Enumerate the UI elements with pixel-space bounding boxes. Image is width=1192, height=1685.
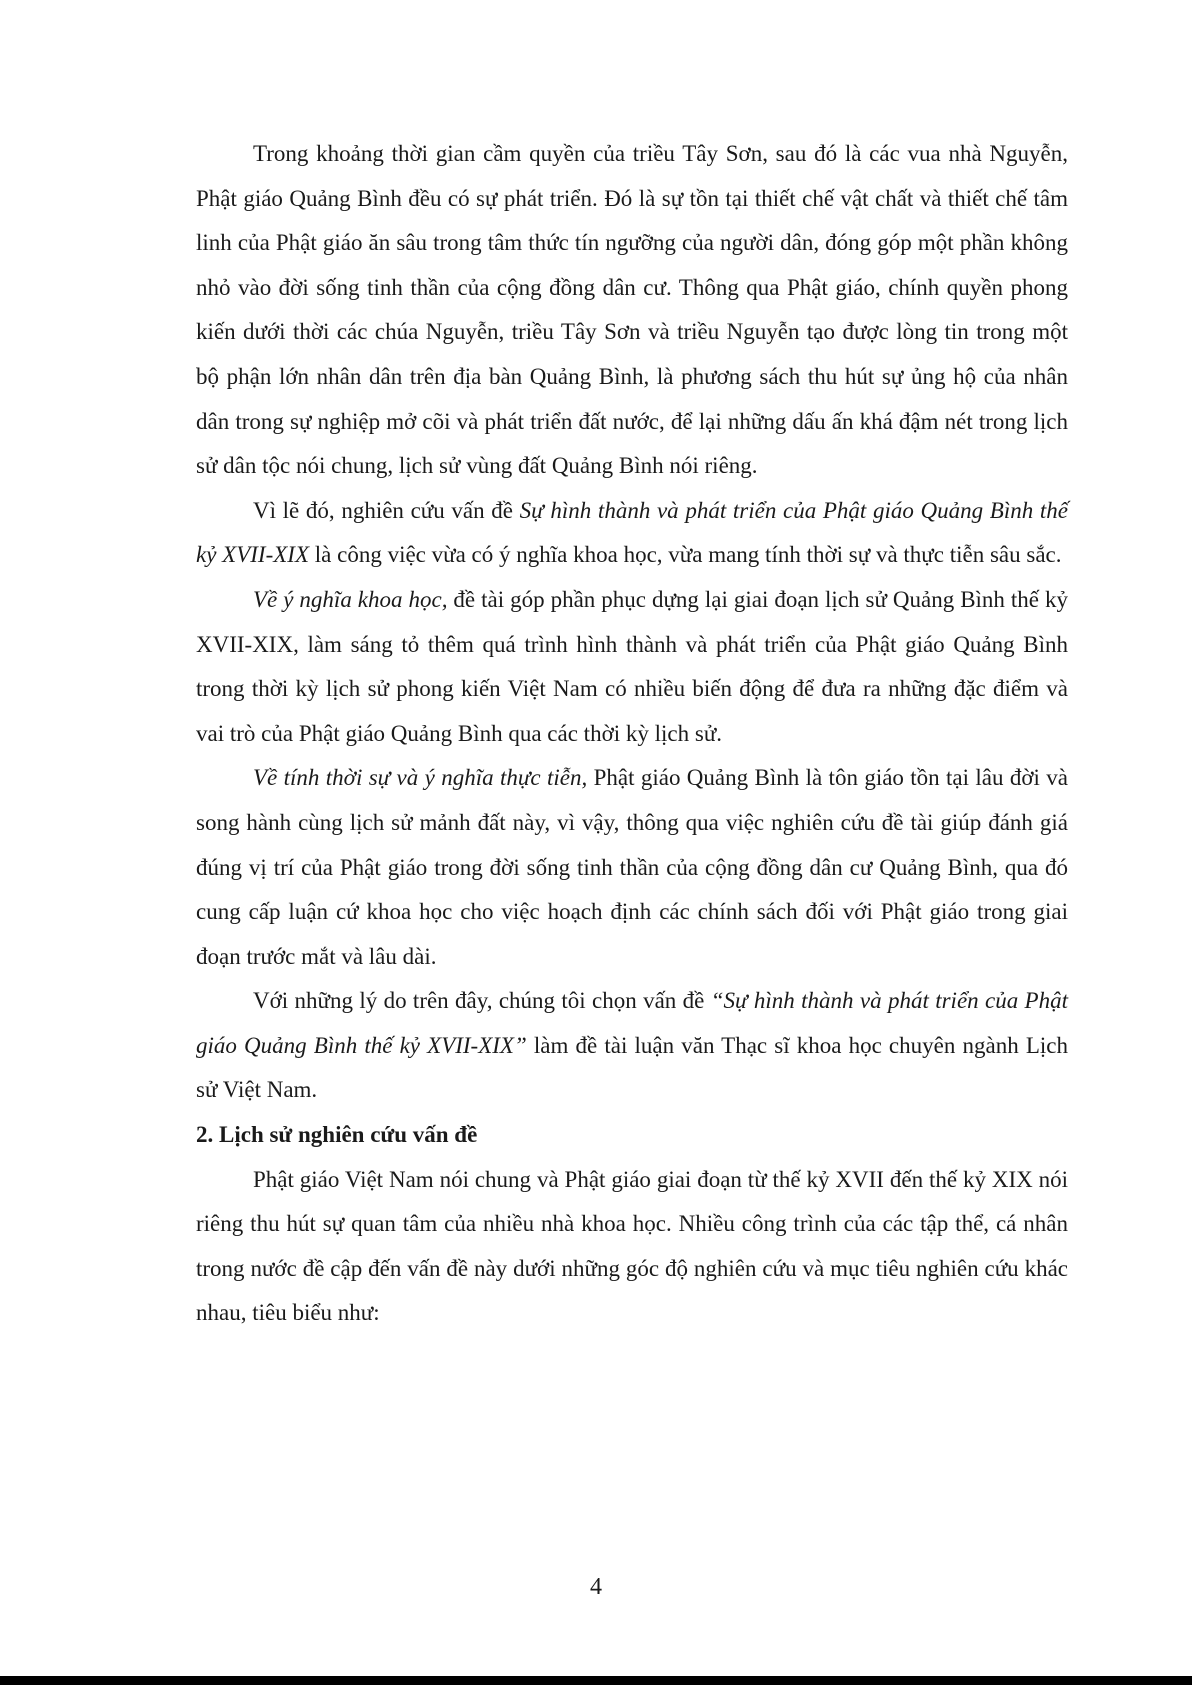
paragraph-text: là công việc vừa có ý nghĩa khoa học, vừa mang tính thời sự và thực tiễn sâu sắc. [309, 542, 1062, 568]
page-number: 4 [590, 1574, 602, 1600]
page-body [196, 132, 1068, 1336]
scan-bottom-border [0, 1676, 1192, 1685]
paragraph-lead: Với những lý do trên đây, chúng tôi chọn vấn đề [253, 988, 711, 1014]
paragraph-text: làm đề tài luận văn Thạc sĩ khoa học chuyên ngành Lịch sử Việt Nam. [196, 1032, 1068, 1103]
paragraph-topic-choice [196, 979, 1068, 1113]
paragraph-emphasis: Về ý nghĩa khoa học, [253, 586, 448, 612]
paragraph-lead: Vì lẽ đó, nghiên cứu vấn đề [253, 497, 520, 523]
paragraph-practical-significance [196, 756, 1068, 979]
paragraph-emphasis: Sự hình thành và phát triển của Phật giáo Quảng Bình thế kỷ XVII-XIX [196, 497, 1068, 568]
section-heading: 2. Lịch sử nghiên cứu vấn đề [196, 1122, 478, 1148]
paragraph-scientific-significance [196, 578, 1068, 756]
paragraph-intro-context [196, 132, 1068, 489]
paragraph-research-history: Phật giáo Việt Nam nói chung và Phật giáo giai đoạn từ thế kỷ XVII đến thế kỷ XIX nói riêng thu hút sự quan tâm của nhiều nhà khoa học. Nhiều công trình của các tập thể, cá nhân trong nước đề cập đến vấn đề này dưới những góc độ nghiên cứu và mục tiêu nghiên cứu khác nhau, tiêu biểu như: [196, 1166, 1068, 1326]
paragraph-text: Trong khoảng thời gian cầm quyền của triều Tây Sơn, sau đó là các vua nhà Nguyễn, Phật giáo Quảng Bình đều có sự phát triển. Đó là sự tồn tại thiết chế vật chất và thiết chế tâm linh của Phật giáo ăn sâu trong tâm thức tín ngưỡng của người dân, đóng góp một phần không nhỏ vào đời sống tinh thần của cộng đồng dân cư. Thông qua Phật giáo, chính quyền phong kiến dưới thời các chúa Nguyễn, triều Tây Sơn và triều Nguyễn tạo được lòng tin trong một bộ phận lớn nhân dân trên địa bàn Quảng Bình, là phương sách thu hút sự ủng hộ của nhân dân trong sự nghiệp mở cõi và phát triển đất nước, để lại những dấu ấn khá đậm nét trong lịch sử dân tộc nói chung, lịch sử vùng đất Quảng Bình nói riêng. [196, 141, 1068, 479]
paragraph-emphasis: “Sự hình thành và phát triển của Phật giáo Quảng Bình thế kỷ XVII-XIX” [196, 988, 1068, 1058]
paragraph-text: Phật giáo Quảng Bình là tôn giáo tồn tại lâu đời và song hành cùng lịch sử mảnh đất này, vì vậy, thông qua việc nghiên cứu đề tài giúp đánh giá đúng vị trí của Phật giáo trong đời sống tinh thần của cộng đồng dân cư Quảng Bình, qua đó cung cấp luận cứ khoa học cho việc hoạch định các chính sách đối với Phật giáo trong giai đoạn trước mắt và lâu dài. [196, 765, 1068, 969]
paragraph-text: đề tài góp phần phục dựng lại giai đoạn lịch sử Quảng Bình thế kỷ XVII-XIX, làm sáng tỏ thêm quá trình hình thành và phát triển của Phật giáo Quảng Bình trong thời kỳ lịch sử phong kiến Việt Nam có nhiều biến động để đưa ra những đặc điểm và vai trò của Phật giáo Quảng Bình qua các thời kỳ lịch sử. [196, 586, 1068, 746]
paragraph-emphasis: Về tính thời sự và ý nghĩa thực tiễn, [253, 765, 588, 791]
paragraph-topic-statement [196, 489, 1068, 578]
